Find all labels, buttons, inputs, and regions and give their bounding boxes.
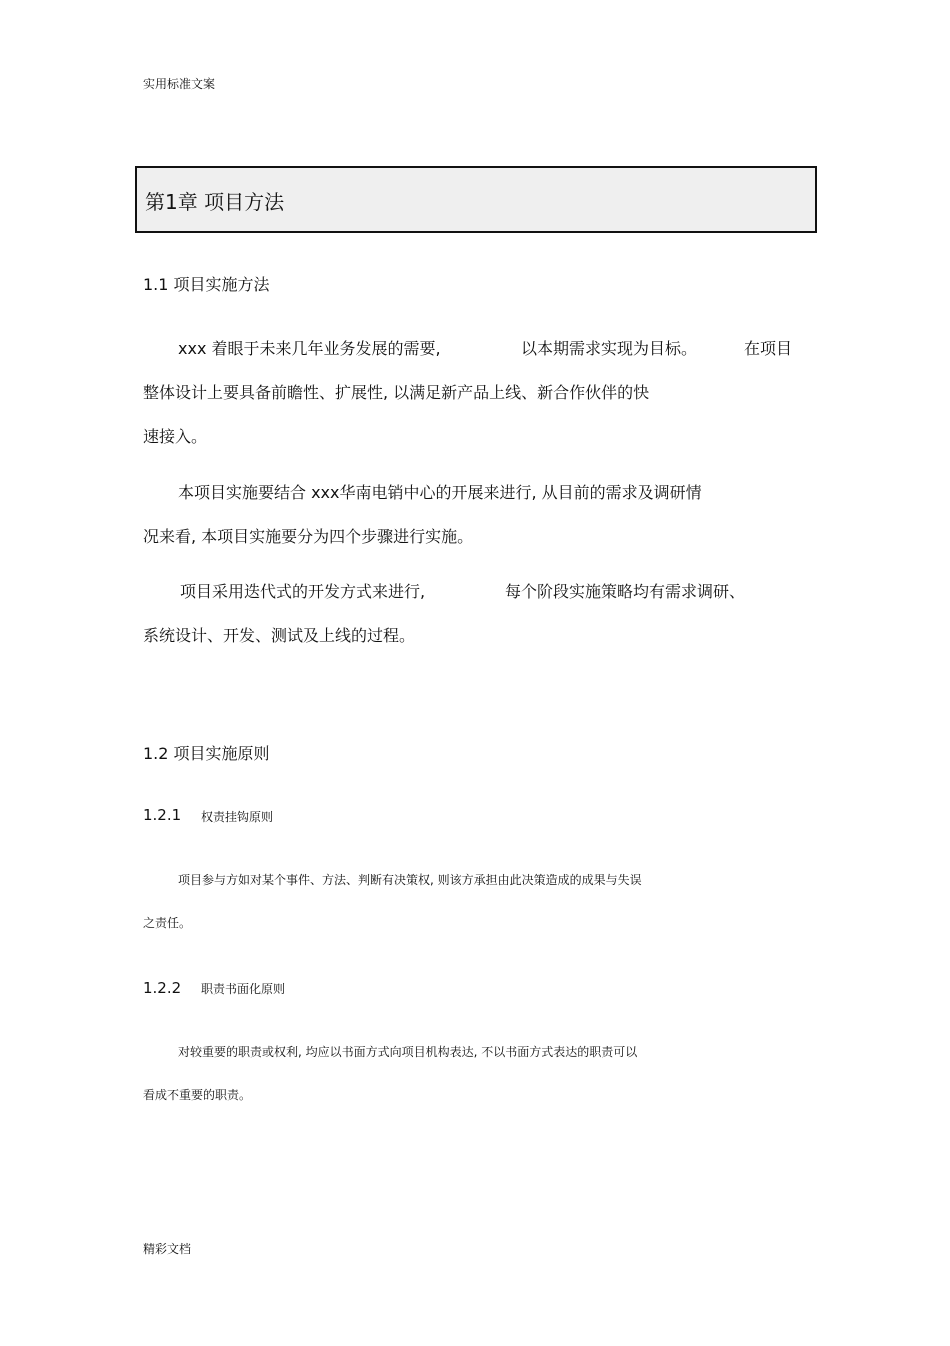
section-heading-1-2: 1.2 项目实施原则 [143, 744, 270, 763]
paragraph-line: 项目参与方如对某个事件、方法、判断有决策权, 则该方承担由此决策造成的成果与失误 [178, 873, 642, 887]
paragraph-line: 对较重要的职责或权利, 均应以书面方式向项目机构表达, 不以书面方式表达的职责可以 [178, 1045, 638, 1059]
page-header: 实用标准文案 [143, 77, 216, 91]
paragraph-line: 每个阶段实施策略均有需求调研、 [505, 582, 746, 601]
paragraph-line: 速接入。 [143, 427, 208, 446]
paragraph-line: 本项目实施要结合 xxx华南电销中心的开展来进行, 从目前的需求及调研情 [178, 483, 702, 502]
subsection-number: 1.2.2 [143, 979, 182, 997]
chapter-title-box [135, 166, 817, 233]
page-footer: 精彩文档 [143, 1242, 192, 1256]
subsection-number: 1.2.1 [143, 806, 182, 824]
paragraph-line: 项目采用迭代式的开发方式来进行, [180, 582, 426, 601]
subsection-title: 职责书面化原则 [201, 982, 286, 996]
paragraph-line: xxx 着眼于未来几年业务发展的需要, [178, 339, 441, 358]
section-heading-1-1: 1.1 项目实施方法 [143, 275, 270, 294]
chapter-title: 第1章 项目方法 [145, 190, 285, 214]
paragraph-line: 况来看, 本项目实施要分为四个步骤进行实施。 [143, 527, 474, 546]
paragraph-line: 看成不重要的职责。 [143, 1088, 252, 1102]
paragraph-line: 之责任。 [143, 916, 192, 930]
paragraph-line: 在项目 [744, 339, 793, 358]
paragraph-line: 系统设计、开发、测试及上线的过程。 [143, 626, 416, 645]
paragraph-line: 以本期需求实现为目标。 [521, 339, 698, 358]
subsection-title: 权责挂钩原则 [201, 810, 274, 824]
paragraph-line: 整体设计上要具备前瞻性、扩展性, 以满足新产品上线、新合作伙伴的快 [143, 383, 650, 402]
